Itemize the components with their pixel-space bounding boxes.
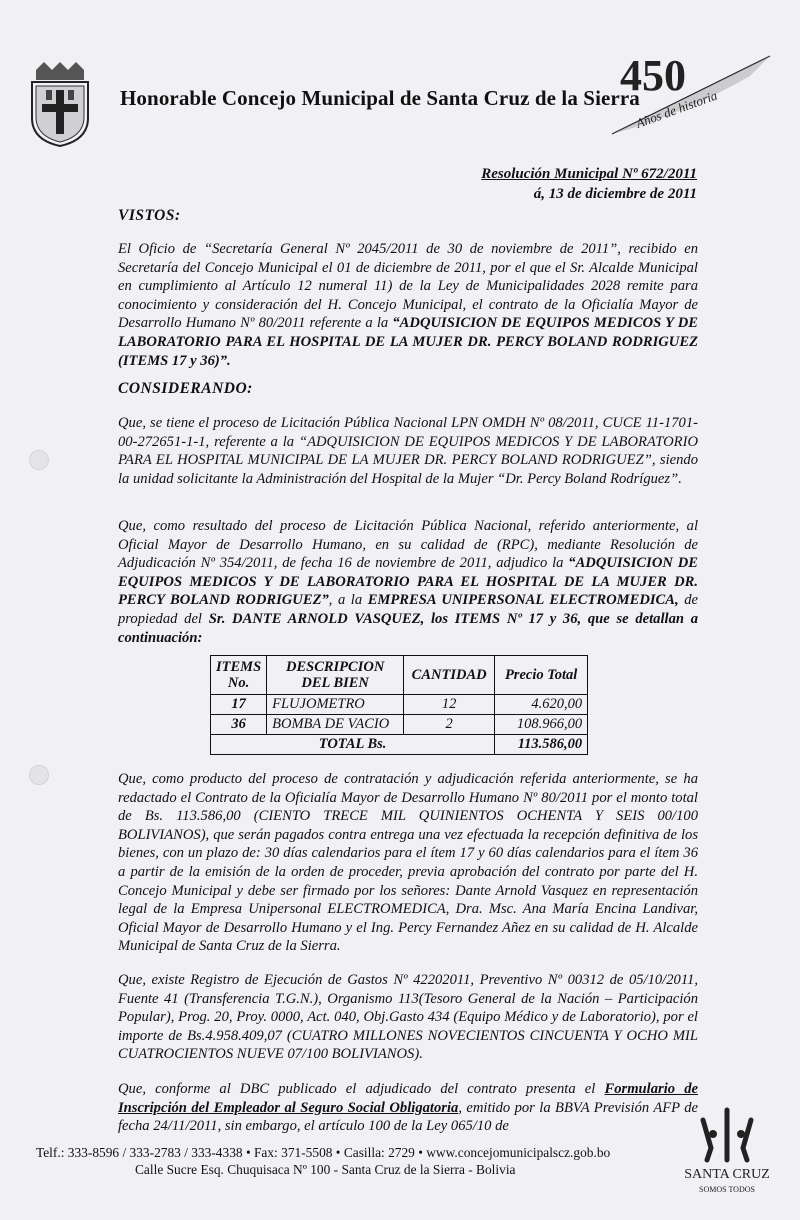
resolution-date: á, 13 de diciembre de 2011 <box>533 186 697 202</box>
considerando-heading: CONSIDERANDO: <box>118 380 253 397</box>
table-total-row: TOTAL Bs. 113.586,00 <box>211 735 588 755</box>
considerando-paragraph-3: Que, como producto del proceso de contratación y adjudicación referida anteriormente, se ha redactado el Contrato de la Oficialía Mayor de Desarrollo Humano Nº 80/2011 por el monto total de Bs. 113.586,00 (CIENTO TRECE MIL QUINIENTOS OCHENTA Y SEIS 00/100 BOLIVIANOS), que serán pagados contra entrega una vez efectuada la recepción definitiva de los bienes, con un plazo de: 30 días calendarios para el ítem 17 y 60 días calendarios para el ítem 36 a partir de la emisión de la orden de proceder, previa aprobación del contrato por parte del H. Concejo Municipal y debe ser firmado por los señores: Dante Arnold Vasquez en representación legal de la Empresa Unipersonal ELECTROMEDICA, Dra. Msc. Ana María Encina Landivar, Oficial Mayor de Desarrollo Humano y el Ing. Percy Fernandez Añez en su calidad de H. Alcalde Municipal de Santa Cruz de la Sierra. <box>118 771 698 955</box>
punch-hole <box>29 450 49 470</box>
santa-cruz-logo <box>683 1100 771 1200</box>
vistos-heading: VISTOS: <box>118 207 181 224</box>
table-row: 36 BOMBA DE VACIO 2 108.966,00 <box>211 715 588 735</box>
santa-cruz-logo-text: SANTA CRUZ <box>684 1167 770 1182</box>
table-header: DESCRIPCION DEL BIEN <box>267 656 404 695</box>
anniversary-number: 450 <box>620 51 686 100</box>
municipal-seal-icon <box>22 60 98 148</box>
table-header: ITEMS No. <box>211 656 267 695</box>
footer-contact: Telf.: 333-8596 / 333-2783 / 333-4338 • Fax: 371-5508 • Casilla: 2729 • www.concejomunicipalscz.gob.bo <box>36 1145 611 1160</box>
considerando-paragraph-5: Que, conforme al DBC publicado el adjudicado del contrato presenta el Formulario de Inscripción del Empleador al Seguro Social Obligatoria, emitido por la BBVA Previsión AFP de fecha 24/11/2011, sin embargo, el artículo 100 de la Ley 065/10 de <box>118 1081 699 1135</box>
resolution-number: Resolución Municipal Nº 672/2011 <box>481 166 697 182</box>
table-header: CANTIDAD <box>404 656 495 695</box>
santa-cruz-logo-subtext: SOMOS TODOS <box>699 1185 755 1194</box>
punch-hole <box>29 765 49 785</box>
anniversary-450-logo <box>610 46 780 138</box>
considerando-paragraph-1: Que, se tiene el proceso de Licitación Pública Nacional LPN OMDH Nº 08/2011, CUCE 11-1701-00-272651-1-1, referente a la “ADQUISICION DE EQUIPOS MEDICOS Y DE LABORATORIO PARA EL HOSPITAL MUNICIPAL DE LA MUJER DR. PERCY BOLAND RODRIGUEZ”, siendo la unidad solicitante la Administración del Hospital de la Mujer “Dr. Percy Boland Rodríguez”. <box>118 415 698 487</box>
page-title: Honorable Concejo Municipal de Santa Cruz de la Sierra <box>120 86 640 110</box>
considerando-paragraph-2: Que, como resultado del proceso de Licitación Pública Nacional, referido anteriormente, al Oficial Mayor de Desarrollo Humano, en su calidad de (RPC), mediante Resolución de Adjudicación Nº 354/2011, de fecha 16 de noviembre de 2011, adjudico la “ADQUISICION DE EQUIPOS MEDICOS Y DE LABORATORIO PARA EL HOSPITAL DE LA MUJER DR. PERCY BOLAND RODRIGUEZ”, a la EMPRESA UNIPERSONAL ELECTROMEDICA, de propiedad del Sr. DANTE ARNOLD VASQUEZ, los ITEMS Nº 17 y 36, que se detallan a continuación: <box>118 518 698 646</box>
table-row: 17 FLUJOMETRO 12 4.620,00 <box>211 695 588 715</box>
table-header: Precio Total <box>495 656 588 695</box>
footer-address: Calle Sucre Esq. Chuquisaca Nº 100 - Santa Cruz de la Sierra - Bolivia <box>135 1162 516 1177</box>
anniversary-text: Años de historia <box>633 87 720 131</box>
considerando-paragraph-4: Que, existe Registro de Ejecución de Gastos Nº 42202011, Preventivo Nº 00312 de 05/10/2011, Fuente 41 (Transferencia T.G.N.), Organismo 113(Tesoro General de la Nación – Participación Popular), Prog. 20, Proy. 0000, Act. 040, Obj.Gasto 434 (Equipo Médico y de Laboratorio), por el importe de Bs.4.958.409,07 (CUATRO MILLONES NOVECIENTOS CINCUENTA Y OCHO MIL CUATROCIENTOS NUEVE 07/100 BOLIVIANOS). <box>118 972 698 1063</box>
vistos-paragraph: El Oficio de “Secretaría General Nº 2045/2011 de 30 de noviembre de 2011”, recibido en Secretaría del Concejo Municipal el 01 de diciembre de 2011, por el que el Sr. Alcalde Municipal en cumplimiento al Artículo 12 numeral 11) de la Ley de Municipalidades 2028 remite para conocimiento y consideración del H. Concejo Municipal, el contrato de la Oficialía Mayor de Desarrollo Humano Nº 80/2011 referente a la “ADQUISICION DE EQUIPOS MEDICOS Y DE LABORATORIO PARA EL HOSPITAL DE LA MUJER DR. PERCY BOLAND RODRIGUEZ (ITEMS 17 y 36)”. <box>118 241 698 369</box>
items-table <box>210 655 588 755</box>
